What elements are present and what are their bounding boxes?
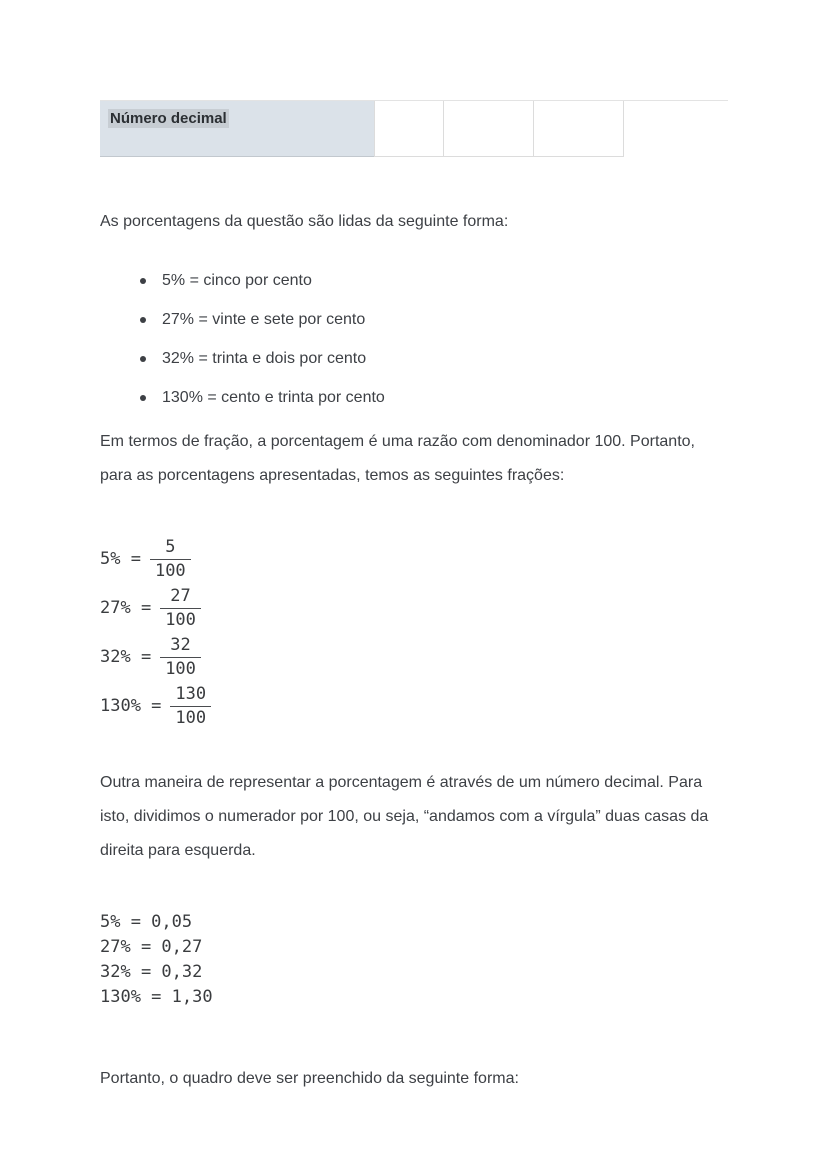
table-row: [100, 101, 624, 157]
list-item: [140, 269, 728, 292]
fraction: [170, 685, 211, 728]
list-item-text: 32% = trinta e dois por cento: [162, 350, 367, 367]
list-item-text: 5% = cinco por cento: [162, 272, 312, 289]
bullet-icon: [140, 317, 146, 323]
closing-paragraph: Portanto, o quadro deve ser preenchido da seguinte forma:: [100, 1070, 519, 1087]
decimal-line: 130% = 1,30: [100, 987, 213, 1007]
list-item: [140, 308, 728, 331]
table-empty-cell: [534, 101, 624, 157]
fraction: [150, 538, 191, 581]
table-empty-cell: [444, 101, 534, 157]
fractions-block: [100, 537, 728, 728]
bullet-icon: [140, 356, 146, 362]
fraction-label: 130% =: [100, 696, 162, 716]
decimals-block: [100, 910, 728, 1010]
decimal-line: 5% = 0,05: [100, 912, 193, 932]
bullet-icon: [140, 395, 146, 401]
decimal-line: 32% = 0,32: [100, 962, 203, 982]
fraction-numerator: 130: [175, 683, 207, 704]
document-content: [100, 0, 728, 1096]
list-item-text: 27% = vinte e sete por cento: [162, 311, 366, 328]
fraction-numerator: 32: [170, 634, 191, 655]
fractions-paragraph: Em termos de fração, a porcentagem é uma razão com denominador 100. Portanto, para as porcentagens apresentadas, temos as seguintes frações:: [100, 433, 695, 484]
fraction-denominator: 100: [160, 608, 201, 630]
bullet-icon: [140, 278, 146, 284]
list-item: [140, 347, 728, 370]
fraction: [160, 636, 201, 679]
fraction-row: [100, 537, 728, 581]
decimal-paragraph: Outra maneira de representar a porcentagem é através de um número decimal. Para isto, dividimos o numerador por 100, ou seja, “andamos com a vírgula” duas casas da direita para esquerda.: [100, 774, 709, 859]
fraction-numerator: 5: [165, 536, 176, 557]
table-header-label: Número decimal: [110, 110, 227, 127]
fraction-denominator: 100: [160, 657, 201, 679]
answer-table: [100, 100, 728, 157]
fraction-row: [100, 586, 728, 630]
fraction-denominator: 100: [150, 559, 191, 581]
fraction-row: [100, 635, 728, 679]
fraction: [160, 587, 201, 630]
percentages-list: [140, 269, 728, 409]
fraction-label: 32% =: [100, 647, 152, 667]
fraction-row: [100, 684, 728, 728]
list-item-text: 130% = cento e trinta por cento: [162, 389, 385, 406]
fraction-numerator: 27: [170, 585, 191, 606]
list-item: [140, 386, 728, 409]
fraction-label: 5% =: [100, 549, 141, 569]
fraction-label: 27% =: [100, 598, 152, 618]
decimal-line: 27% = 0,27: [100, 937, 203, 957]
table-header-cell: [100, 101, 374, 157]
table-empty-cell: [374, 101, 444, 157]
intro-paragraph: As porcentagens da questão são lidas da seguinte forma:: [100, 213, 509, 230]
fraction-denominator: 100: [170, 706, 211, 728]
